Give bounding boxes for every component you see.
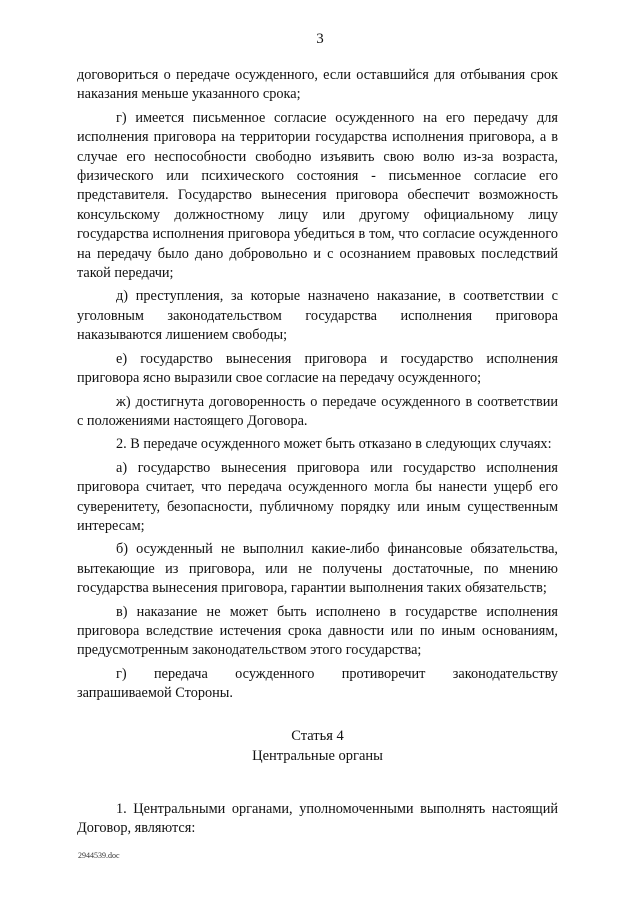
- article-heading: [77, 726, 558, 766]
- paragraph-clause-2-a: а) государство вынесения приговора или государство исполнения приговора считает, что передача осужденного могла бы нанести ущерб его суверенитету, безопасности, публичному порядку или иным существенным интересам;: [77, 459, 558, 534]
- footer-filename: 2944539.doc: [78, 851, 120, 860]
- article-number: Статья 4: [291, 727, 344, 744]
- paragraph-item-g: г) имеется письменное согласие осужденного на его передачу для исполнения приговора на территории государства исполнения приговора, а в случае его неспособности свободно изъявить свою волю из-за возраста, физического или психического состояния - письменное согласие его представителя. Государство вынесения приговора обеспечит возможность консульскому должностному лицу или другому официальному лицу государства исполнения приговора убедиться в том, что согласие осужденного на передачу было дано добровольно и с осознанием правовых последствий такой передачи;: [77, 109, 558, 282]
- page-number: 3: [316, 31, 324, 47]
- article-title: Центральные органы: [252, 747, 383, 764]
- document-body: [77, 66, 558, 842]
- paragraph-clause-2-v: в) наказание не может быть исполнено в государстве исполнения приговора вследствие истечения срока давности или по иным основаниям, предусмотренным законодательством этого государства;: [77, 603, 558, 659]
- paragraph-continuation: договориться о передаче осужденного, если оставшийся для отбывания срок наказания меньше указанного срока;: [77, 67, 558, 103]
- paragraph-article4-clause-1: 1. Центральными органами, уполномоченными выполнять настоящий Договор, являются:: [77, 800, 558, 836]
- paragraph-item-zh: ж) достигнута договоренность о передаче осужденного в соответствии с положениями настоящего Договора.: [77, 393, 558, 429]
- paragraph-item-e: е) государство вынесения приговора и государство исполнения приговора ясно выразили свое согласие на передачу осужденного;: [77, 350, 558, 387]
- paragraph-item-d: д) преступления, за которые назначено наказание, в соответствии с уголовным законодательством государства исполнения приговора наказываются лишением свободы;: [77, 288, 558, 344]
- paragraph-clause-2-b: б) осужденный не выполнил какие-либо финансовые обязательства, вытекающие из приговора, или не получены достаточные, по мнению государства вынесения приговора, гарантии выполнения таких обязательств;: [77, 541, 558, 597]
- paragraph-clause-2: 2. В передаче осужденного может быть отказано в следующих случаях:: [116, 436, 552, 453]
- paragraph-clause-2-g: г) передача осужденного противоречит законодательству запрашиваемой Стороны.: [77, 665, 558, 702]
